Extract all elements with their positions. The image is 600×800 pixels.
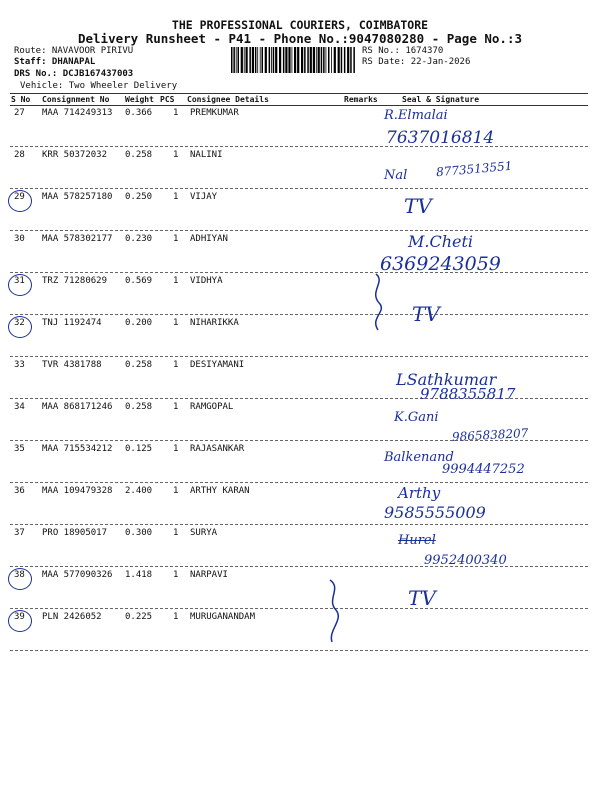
row-weight: 0.225 <box>125 612 153 622</box>
ink-circle-32 <box>8 316 32 338</box>
signature-37-name: Hurel <box>398 533 436 548</box>
row-consignee: VIJAY <box>190 192 218 202</box>
barcode-bar <box>353 47 355 73</box>
row-pcs: 1 <box>173 612 179 622</box>
row-sno: 28 <box>14 150 25 160</box>
row-consignee: ADHIYAN <box>190 234 228 244</box>
row-sno: 35 <box>14 444 25 454</box>
row-consignment: TVR 4381788 <box>42 360 102 370</box>
row-weight: 0.250 <box>125 192 153 202</box>
row-consignee: DESIYAMANI <box>190 360 245 370</box>
row-sno: 31 <box>14 276 25 286</box>
row-pcs: 1 <box>173 486 179 496</box>
barcode-bar <box>244 47 245 73</box>
signature-35-name: Balkenand <box>384 450 454 465</box>
row-consignee: PREMKUMAR <box>190 108 239 118</box>
row-weight: 0.300 <box>125 528 153 538</box>
signature-27-name: R.Elmalai <box>384 108 448 123</box>
barcode-bar <box>326 47 327 73</box>
col-header-seal: Seal & Signature <box>402 95 480 104</box>
signature-37-phone: 9952400340 <box>424 553 507 568</box>
barcode-bar <box>323 47 325 73</box>
ink-circle-38 <box>8 568 32 590</box>
row-divider <box>10 146 588 147</box>
drs-label: DRS No.: DCJB167437003 <box>14 69 134 79</box>
signature-29: TV <box>404 194 432 218</box>
barcode-bar <box>275 47 277 73</box>
row-pcs: 1 <box>173 108 179 118</box>
barcode-bar <box>283 47 285 73</box>
signature-34-name: K.Gani <box>394 410 439 425</box>
row-divider <box>10 314 588 315</box>
row-weight: 0.230 <box>125 234 153 244</box>
barcode-bar <box>271 47 272 73</box>
barcode-bar <box>252 47 254 73</box>
signature-32: TV <box>412 302 440 326</box>
row-divider <box>10 608 588 609</box>
company-title: THE PROFESSIONAL COURIERS, COIMBATORE <box>171 18 429 32</box>
signature-35-phone: 9994447252 <box>442 462 525 477</box>
barcode-bar <box>334 47 336 73</box>
row-weight: 0.258 <box>125 402 153 412</box>
row-sno: 33 <box>14 360 25 370</box>
row-divider <box>10 272 588 273</box>
barcode-bar <box>297 47 299 73</box>
barcode-bar <box>273 47 275 73</box>
signature-27-phone: 7637016814 <box>386 128 495 148</box>
signature-33-name: LSathkumar <box>396 370 497 389</box>
barcode-image <box>231 47 357 73</box>
row-consignment: TNJ 1192474 <box>42 318 102 328</box>
row-weight: 2.400 <box>125 486 153 496</box>
row-consignment: TRZ 71280629 <box>42 276 108 286</box>
row-sno: 39 <box>14 612 25 622</box>
barcode-bar <box>307 47 309 73</box>
row-divider <box>10 230 588 231</box>
row-pcs: 1 <box>173 528 179 538</box>
barcode-bar <box>233 47 235 73</box>
barcode-bar <box>292 47 293 73</box>
row-pcs: 1 <box>173 234 179 244</box>
barcode-bar <box>279 47 281 73</box>
barcode-bar <box>347 47 349 73</box>
barcode-bar <box>328 47 330 73</box>
row-consignee: NIHARIKKA <box>190 318 239 328</box>
rs-date: RS Date: 22-Jan-2026 <box>362 57 471 67</box>
header-divider-bottom <box>10 105 588 106</box>
col-header-sno: S No <box>11 95 31 104</box>
row-consignee: ARTHY KARAN <box>190 486 250 496</box>
col-header-pcs: PCS <box>160 95 175 104</box>
row-divider <box>10 356 588 357</box>
row-divider <box>10 188 588 189</box>
barcode-bar <box>316 47 317 73</box>
row-consignment: MAA 714249313 <box>42 108 113 118</box>
row-consignment: PLN 2426052 <box>42 612 102 622</box>
barcode-bar <box>350 47 352 73</box>
signature-34-phone: 9865838207 <box>451 426 529 444</box>
col-header-consignee: Consignee Details <box>187 95 269 104</box>
col-header-remarks: Remarks <box>344 95 378 104</box>
signature-36-phone: 9585555009 <box>384 503 486 522</box>
row-consignee: MURUGANANDAM <box>190 612 256 622</box>
barcode-bar <box>294 47 296 73</box>
signature-30-name: M.Cheti <box>408 232 474 251</box>
staff-label: Staff: DHANAPAL <box>14 57 96 67</box>
row-sno: 38 <box>14 570 25 580</box>
row-pcs: 1 <box>173 570 179 580</box>
signature-28-mark: Nal <box>384 168 408 183</box>
row-sno: 30 <box>14 234 25 244</box>
row-divider <box>10 650 588 651</box>
barcode-bar <box>341 47 343 73</box>
row-pcs: 1 <box>173 318 179 328</box>
barcode-bar <box>265 47 267 73</box>
signature-36-name: Arthy <box>398 484 441 502</box>
runsheet-subtitle: Delivery Runsheet - P41 - Phone No.:9047080280 - Page No.:3 <box>77 31 522 46</box>
ink-circle-29 <box>8 190 32 212</box>
barcode-bar <box>313 47 315 73</box>
barcode-bar <box>262 47 264 73</box>
row-weight: 0.569 <box>125 276 153 286</box>
row-sno: 37 <box>14 528 25 538</box>
row-weight: 0.366 <box>125 108 153 118</box>
row-divider <box>10 482 588 483</box>
ink-brace-38-39 <box>322 578 352 644</box>
row-consignment: PRO 18905017 <box>42 528 108 538</box>
barcode-bar <box>344 47 346 73</box>
row-consignment: MAA 109479328 <box>42 486 113 496</box>
row-sno: 34 <box>14 402 25 412</box>
barcode-bar <box>288 47 290 73</box>
row-consignment: KRR 50372032 <box>42 150 108 160</box>
row-pcs: 1 <box>173 276 179 286</box>
row-consignment: MAA 868171246 <box>42 402 113 412</box>
row-sno: 27 <box>14 108 25 118</box>
signature-28-phone: 8773513551 <box>435 158 513 180</box>
row-pcs: 1 <box>173 360 179 370</box>
vehicle-label: Vehicle: Two Wheeler Delivery <box>20 81 178 91</box>
barcode-bar <box>241 47 243 73</box>
signature-30-phone: 6369243059 <box>380 253 501 275</box>
barcode-bar <box>255 47 257 73</box>
row-weight: 1.418 <box>125 570 153 580</box>
row-pcs: 1 <box>173 150 179 160</box>
row-divider <box>10 524 588 525</box>
row-consignment: MAA 715534212 <box>42 444 113 454</box>
row-consignee: VIDHYA <box>190 276 223 286</box>
barcode-bar <box>246 47 248 73</box>
signature-33-phone: 9788355817 <box>420 385 516 403</box>
row-pcs: 1 <box>173 192 179 202</box>
route-label: Route: NAVAVOOR PIRIVU <box>14 46 134 56</box>
row-consignment: MAA 578257180 <box>42 192 113 202</box>
barcode-bar <box>231 47 233 73</box>
barcode-bar <box>236 47 237 73</box>
row-sno: 29 <box>14 192 25 202</box>
barcode-bar <box>318 47 320 73</box>
barcode-bar <box>238 47 240 73</box>
row-sno: 32 <box>14 318 25 328</box>
barcode-bar <box>249 47 251 73</box>
barcode-bar <box>301 47 303 73</box>
row-weight: 0.258 <box>125 150 153 160</box>
row-consignee: RAMGOPAL <box>190 402 234 412</box>
barcode-bar <box>338 47 340 73</box>
barcode-bar <box>310 47 312 73</box>
col-header-consignment: Consignment No <box>42 95 110 104</box>
row-consignee: NARPAVI <box>190 570 228 580</box>
row-consignee: RAJASANKAR <box>190 444 245 454</box>
barcode-bar <box>257 47 258 73</box>
header-divider-top <box>10 93 588 94</box>
ink-brace-31-32 <box>364 272 394 332</box>
row-consignee: NALINI <box>190 150 223 160</box>
row-consignee: SURYA <box>190 528 218 538</box>
row-consignment: MAA 578302177 <box>42 234 113 244</box>
ink-circle-39 <box>8 610 32 632</box>
barcode-bar <box>331 47 332 73</box>
row-pcs: 1 <box>173 444 179 454</box>
row-weight: 0.200 <box>125 318 153 328</box>
barcode-bar <box>260 47 261 73</box>
col-header-weight: Weight <box>125 95 154 104</box>
barcode-bar <box>321 47 323 73</box>
rs-number: RS No.: 1674370 <box>362 46 444 56</box>
row-consignment: MAA 577090326 <box>42 570 113 580</box>
barcode-bar <box>304 47 306 73</box>
row-weight: 0.258 <box>125 360 153 370</box>
barcode-bar <box>285 47 287 73</box>
row-weight: 0.125 <box>125 444 153 454</box>
signature-38: TV <box>408 586 436 610</box>
row-pcs: 1 <box>173 402 179 412</box>
row-sno: 36 <box>14 486 25 496</box>
ink-circle-31 <box>8 274 32 296</box>
barcode-bar <box>269 47 271 73</box>
